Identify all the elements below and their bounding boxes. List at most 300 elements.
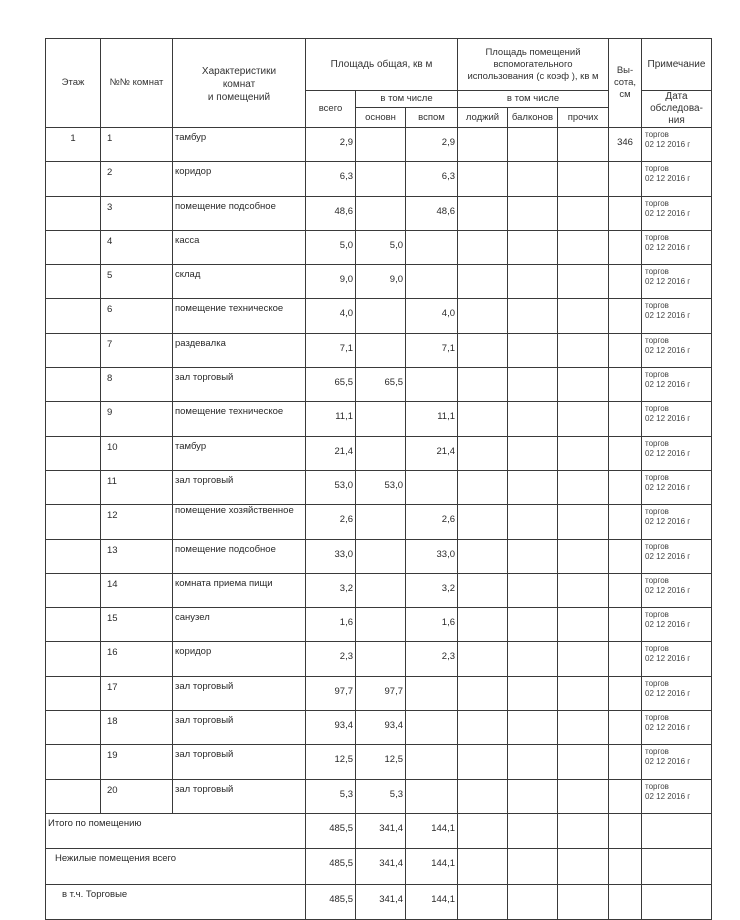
room-name-cell: касса (173, 230, 306, 264)
note-date: 02 12 2016 г (645, 277, 691, 287)
balconies-cell (508, 642, 558, 676)
header-floor: Этаж (46, 39, 101, 128)
height-cell (609, 470, 642, 504)
main-area-cell: 53,0 (356, 470, 406, 504)
total-area-cell: 48,6 (306, 196, 356, 230)
loggias-cell (458, 265, 508, 299)
other-cell (558, 608, 609, 642)
room-name-cell: тамбур (173, 128, 306, 162)
room-name-cell: помещение подсобное (173, 539, 306, 573)
loggias-cell (458, 402, 508, 436)
other-cell (558, 368, 609, 402)
table-row (46, 711, 712, 745)
room-name-cell: санузел (173, 608, 306, 642)
loggias-cell (458, 505, 508, 539)
balconies-cell (508, 230, 558, 264)
balconies-cell (508, 162, 558, 196)
header-survey-date: Дата обследова- ния (642, 91, 712, 128)
height-cell (609, 436, 642, 470)
loggias-cell (458, 642, 508, 676)
loggias-cell (458, 539, 508, 573)
room-number-cell: 14 (101, 573, 173, 607)
loggias-cell (458, 368, 508, 402)
room-name-cell: зал торговый (173, 779, 306, 813)
main-area-cell: 9,0 (356, 265, 406, 299)
main-area-cell (356, 573, 406, 607)
height-cell (609, 265, 642, 299)
note-date: 02 12 2016 г (645, 791, 691, 801)
room-name-cell: склад (173, 265, 306, 299)
total-area-cell: 21,4 (306, 436, 356, 470)
table-row (46, 642, 712, 676)
header-aux: вспом (406, 108, 458, 128)
summary-height-cell (609, 813, 642, 849)
header-total: всего (306, 91, 356, 128)
rooms-table (45, 38, 712, 920)
total-area-cell: 3,2 (306, 573, 356, 607)
header-aux-area: Площадь помещений вспомогательного использования (с коэф ), кв м (458, 39, 609, 91)
note-type: торгов (645, 438, 669, 448)
other-cell (558, 196, 609, 230)
main-area-cell (356, 162, 406, 196)
table-row (46, 299, 712, 333)
main-area-cell (356, 608, 406, 642)
room-number-cell: 18 (101, 711, 173, 745)
floor-cell (46, 230, 101, 264)
room-number-cell: 9 (101, 402, 173, 436)
note-date: 02 12 2016 г (645, 688, 691, 698)
room-name-cell: зал торговый (173, 368, 306, 402)
aux-area-cell: 6,3 (406, 162, 458, 196)
note-date: 02 12 2016 г (645, 140, 691, 149)
main-area-cell (356, 402, 406, 436)
summary-loggias-cell (458, 849, 508, 885)
aux-area-cell (406, 779, 458, 813)
header-other: прочих (558, 108, 609, 128)
room-number-cell: 11 (101, 470, 173, 504)
header-balconies: балконов (508, 108, 558, 128)
note-cell (642, 642, 712, 676)
height-cell (609, 230, 642, 264)
summary-balconies-cell (508, 849, 558, 885)
height-cell (609, 196, 642, 230)
summary-other-cell (558, 884, 609, 920)
aux-area-cell: 11,1 (406, 402, 458, 436)
balconies-cell (508, 608, 558, 642)
height-cell (609, 642, 642, 676)
height-cell (609, 779, 642, 813)
note-date: 02 12 2016 г (645, 482, 691, 492)
loggias-cell (458, 196, 508, 230)
total-area-cell: 97,7 (306, 676, 356, 710)
balconies-cell (508, 470, 558, 504)
other-cell (558, 436, 609, 470)
other-cell (558, 573, 609, 607)
note-date: 02 12 2016 г (645, 448, 691, 458)
note-type: торгов (645, 541, 669, 551)
note-cell (642, 402, 712, 436)
summary-total-cell: 485,5 (306, 849, 356, 885)
note-cell (642, 265, 712, 299)
room-number-cell: 12 (101, 505, 173, 539)
table-row (46, 470, 712, 504)
floor-cell (46, 402, 101, 436)
summary-balconies-cell (508, 813, 558, 849)
height-cell (609, 505, 642, 539)
main-area-cell: 65,5 (356, 368, 406, 402)
loggias-cell (458, 608, 508, 642)
balconies-cell (508, 128, 558, 162)
floor-cell (46, 368, 101, 402)
room-name-cell: раздевалка (173, 333, 306, 367)
aux-area-cell (406, 230, 458, 264)
summary-row (46, 884, 712, 920)
floor-cell (46, 162, 101, 196)
summary-height-cell (609, 849, 642, 885)
aux-area-cell: 33,0 (406, 539, 458, 573)
total-area-cell: 1,6 (306, 608, 356, 642)
summary-aux-cell: 144,1 (406, 884, 458, 920)
note-cell (642, 299, 712, 333)
aux-area-cell: 7,1 (406, 333, 458, 367)
header-main: основн (356, 108, 406, 128)
table-row (46, 779, 712, 813)
note-cell (642, 196, 712, 230)
aux-area-cell (406, 711, 458, 745)
floor-cell: 1 (46, 128, 101, 162)
room-number-cell: 4 (101, 230, 173, 264)
note-cell (642, 779, 712, 813)
room-number-cell: 6 (101, 299, 173, 333)
aux-area-cell: 4,0 (406, 299, 458, 333)
room-number-cell: 17 (101, 676, 173, 710)
total-area-cell: 5,0 (306, 230, 356, 264)
note-type: торгов (645, 781, 669, 791)
room-name-cell: зал торговый (173, 711, 306, 745)
note-cell (642, 539, 712, 573)
summary-label: в т.ч. Торговые (46, 884, 306, 920)
room-name-cell: зал торговый (173, 470, 306, 504)
table-row (46, 230, 712, 264)
summary-note-cell (642, 849, 712, 885)
summary-total-cell: 485,5 (306, 813, 356, 849)
height-cell (609, 162, 642, 196)
height-cell (609, 608, 642, 642)
total-area-cell: 2,3 (306, 642, 356, 676)
aux-area-cell: 3,2 (406, 573, 458, 607)
main-area-cell: 5,3 (356, 779, 406, 813)
room-number-cell: 1 (101, 128, 173, 162)
height-cell: 346 (609, 128, 642, 162)
rows-body (46, 128, 712, 814)
note-cell (642, 128, 712, 162)
height-cell (609, 402, 642, 436)
summary-height-cell (609, 884, 642, 920)
balconies-cell (508, 779, 558, 813)
room-number-cell: 7 (101, 333, 173, 367)
total-area-cell: 93,4 (306, 711, 356, 745)
room-number-cell: 20 (101, 779, 173, 813)
summary-balconies-cell (508, 884, 558, 920)
summary-row (46, 849, 712, 885)
summary-note-cell (642, 884, 712, 920)
height-cell (609, 299, 642, 333)
height-cell (609, 539, 642, 573)
note-date: 02 12 2016 г (645, 757, 691, 767)
note-type: торгов (645, 678, 669, 688)
header-total-area: Площадь общая, кв м (306, 39, 458, 91)
note-cell (642, 333, 712, 367)
balconies-cell (508, 573, 558, 607)
other-cell (558, 230, 609, 264)
note-cell (642, 676, 712, 710)
balconies-cell (508, 265, 558, 299)
table-row (46, 128, 712, 162)
header-including-2: в том числе (458, 91, 609, 108)
table-row (46, 573, 712, 607)
aux-area-cell: 2,6 (406, 505, 458, 539)
room-number-cell: 13 (101, 539, 173, 573)
loggias-cell (458, 333, 508, 367)
main-area-cell (356, 436, 406, 470)
balconies-cell (508, 711, 558, 745)
loggias-cell (458, 470, 508, 504)
summary-main-cell: 341,4 (356, 813, 406, 849)
floor-cell (46, 711, 101, 745)
balconies-cell (508, 402, 558, 436)
floor-cell (46, 196, 101, 230)
summary-loggias-cell (458, 813, 508, 849)
height-cell (609, 676, 642, 710)
table-row (46, 265, 712, 299)
note-cell (642, 230, 712, 264)
note-type: торгов (645, 472, 669, 482)
balconies-cell (508, 676, 558, 710)
floor-cell (46, 642, 101, 676)
total-area-cell: 4,0 (306, 299, 356, 333)
main-area-cell: 5,0 (356, 230, 406, 264)
note-type: торгов (645, 610, 669, 620)
table-row (46, 608, 712, 642)
other-cell (558, 265, 609, 299)
main-area-cell (356, 333, 406, 367)
note-type: торгов (645, 267, 669, 277)
note-type: торгов (645, 130, 669, 139)
inventory-sheet (45, 38, 711, 920)
floor-cell (46, 676, 101, 710)
other-cell (558, 711, 609, 745)
room-name-cell: коридор (173, 162, 306, 196)
note-date: 02 12 2016 г (645, 620, 691, 630)
height-cell (609, 368, 642, 402)
room-number-cell: 2 (101, 162, 173, 196)
note-date: 02 12 2016 г (645, 723, 691, 733)
other-cell (558, 642, 609, 676)
other-cell (558, 676, 609, 710)
summary-label: Итого по помещению (46, 813, 306, 849)
summary-label: Нежилые помещения всего (46, 849, 306, 885)
room-name-cell: помещение техническое (173, 402, 306, 436)
other-cell (558, 779, 609, 813)
main-area-cell (356, 128, 406, 162)
main-area-cell (356, 505, 406, 539)
floor-cell (46, 573, 101, 607)
summary-other-cell (558, 813, 609, 849)
total-area-cell: 53,0 (306, 470, 356, 504)
note-cell (642, 608, 712, 642)
height-cell (609, 711, 642, 745)
total-area-cell: 5,3 (306, 779, 356, 813)
other-cell (558, 470, 609, 504)
note-cell (642, 162, 712, 196)
note-cell (642, 368, 712, 402)
balconies-cell (508, 505, 558, 539)
header-height: Вы- сота, см (609, 39, 642, 128)
header-including: в том числе (356, 91, 458, 108)
summary-aux-cell: 144,1 (406, 849, 458, 885)
note-type: торгов (645, 404, 669, 414)
note-type: торгов (645, 747, 669, 757)
summary-body (46, 813, 712, 920)
total-area-cell: 7,1 (306, 333, 356, 367)
balconies-cell (508, 436, 558, 470)
room-number-cell: 8 (101, 368, 173, 402)
aux-area-cell: 2,3 (406, 642, 458, 676)
aux-area-cell: 1,6 (406, 608, 458, 642)
note-type: торгов (645, 232, 669, 242)
note-type: торгов (645, 507, 669, 517)
summary-loggias-cell (458, 884, 508, 920)
aux-area-cell: 21,4 (406, 436, 458, 470)
header-loggias: лоджий (458, 108, 508, 128)
note-cell (642, 711, 712, 745)
table-row (46, 368, 712, 402)
main-area-cell (356, 196, 406, 230)
balconies-cell (508, 299, 558, 333)
note-type: торгов (645, 301, 669, 311)
table-row (46, 333, 712, 367)
other-cell (558, 402, 609, 436)
note-date: 02 12 2016 г (645, 585, 691, 595)
note-cell (642, 505, 712, 539)
balconies-cell (508, 196, 558, 230)
other-cell (558, 299, 609, 333)
note-date: 02 12 2016 г (645, 345, 691, 355)
balconies-cell (508, 333, 558, 367)
note-date: 02 12 2016 г (645, 551, 691, 561)
aux-area-cell: 48,6 (406, 196, 458, 230)
main-area-cell: 97,7 (356, 676, 406, 710)
note-type: торгов (645, 198, 669, 208)
loggias-cell (458, 299, 508, 333)
table-row (46, 196, 712, 230)
room-number-cell: 19 (101, 745, 173, 779)
room-name-cell: помещение техническое (173, 299, 306, 333)
balconies-cell (508, 539, 558, 573)
main-area-cell (356, 539, 406, 573)
floor-cell (46, 265, 101, 299)
note-date: 02 12 2016 г (645, 414, 691, 424)
note-date: 02 12 2016 г (645, 380, 691, 390)
note-type: торгов (645, 713, 669, 723)
loggias-cell (458, 711, 508, 745)
floor-cell (46, 608, 101, 642)
other-cell (558, 333, 609, 367)
room-name-cell: зал торговый (173, 745, 306, 779)
height-cell (609, 333, 642, 367)
note-date: 02 12 2016 г (645, 208, 691, 218)
total-area-cell: 2,6 (306, 505, 356, 539)
floor-cell (46, 470, 101, 504)
table-row (46, 539, 712, 573)
note-date: 02 12 2016 г (645, 654, 691, 664)
other-cell (558, 128, 609, 162)
note-date: 02 12 2016 г (645, 242, 691, 252)
aux-area-cell (406, 265, 458, 299)
room-name-cell: тамбур (173, 436, 306, 470)
room-number-cell: 15 (101, 608, 173, 642)
total-area-cell: 11,1 (306, 402, 356, 436)
aux-area-cell (406, 470, 458, 504)
table-row (46, 402, 712, 436)
other-cell (558, 162, 609, 196)
summary-main-cell: 341,4 (356, 884, 406, 920)
aux-area-cell: 2,9 (406, 128, 458, 162)
summary-total-cell: 485,5 (306, 884, 356, 920)
total-area-cell: 12,5 (306, 745, 356, 779)
note-type: торгов (645, 164, 669, 174)
room-name-cell: зал торговый (173, 676, 306, 710)
summary-main-cell: 341,4 (356, 849, 406, 885)
total-area-cell: 6,3 (306, 162, 356, 196)
summary-aux-cell: 144,1 (406, 813, 458, 849)
loggias-cell (458, 779, 508, 813)
room-number-cell: 5 (101, 265, 173, 299)
header-note: Примечание (642, 39, 712, 91)
room-number-cell: 3 (101, 196, 173, 230)
other-cell (558, 539, 609, 573)
table-row (46, 676, 712, 710)
main-area-cell: 12,5 (356, 745, 406, 779)
table-row (46, 505, 712, 539)
loggias-cell (458, 162, 508, 196)
loggias-cell (458, 230, 508, 264)
room-name-cell: помещение хозяйственное (173, 505, 306, 539)
aux-area-cell (406, 368, 458, 402)
floor-cell (46, 539, 101, 573)
main-area-cell (356, 299, 406, 333)
total-area-cell: 2,9 (306, 128, 356, 162)
note-type: торгов (645, 370, 669, 380)
loggias-cell (458, 573, 508, 607)
note-date: 02 12 2016 г (645, 311, 691, 321)
room-name-cell: коридор (173, 642, 306, 676)
balconies-cell (508, 368, 558, 402)
main-area-cell: 93,4 (356, 711, 406, 745)
loggias-cell (458, 676, 508, 710)
floor-cell (46, 299, 101, 333)
total-area-cell: 65,5 (306, 368, 356, 402)
room-name-cell: помещение подсобное (173, 196, 306, 230)
note-cell (642, 436, 712, 470)
note-date: 02 12 2016 г (645, 174, 691, 184)
table-row (46, 436, 712, 470)
floor-cell (46, 333, 101, 367)
summary-note-cell (642, 813, 712, 849)
height-cell (609, 573, 642, 607)
room-number-cell: 10 (101, 436, 173, 470)
total-area-cell: 9,0 (306, 265, 356, 299)
